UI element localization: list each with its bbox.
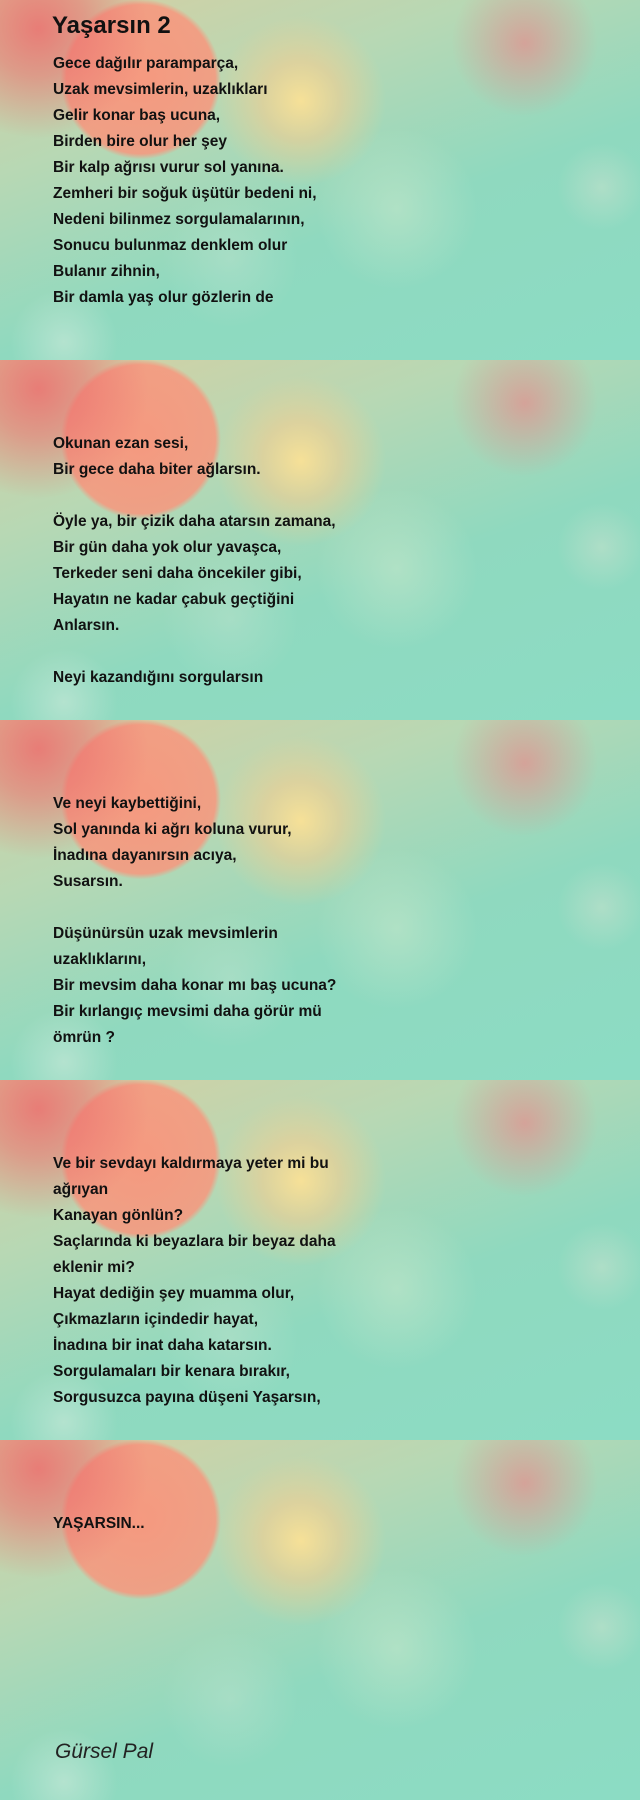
- poem-line: Neyi kazandığını sorgularsın: [53, 669, 264, 686]
- poem-line: Sorgusuzca payına düşeni Yaşarsın,: [53, 1389, 321, 1406]
- poem-line: Uzak mevsimlerin, uzaklıkları: [53, 81, 268, 98]
- poem-line: Gelir konar baş ucuna,: [53, 107, 221, 124]
- poem-line: Zemheri bir soğuk üşütür bedeni ni,: [53, 185, 317, 202]
- poem-line: ağrıyan: [53, 1181, 109, 1198]
- poem-line: Bir kırlangıç mevsimi daha görür mü: [53, 1003, 322, 1020]
- stanza-4: [53, 1125, 353, 1411]
- blank-line: [53, 1125, 353, 1151]
- poem-line: Bir gece daha biter ağlarsın.: [53, 461, 261, 478]
- stanza-5: [53, 1485, 353, 1537]
- poem-panel-4: [0, 1080, 640, 1440]
- poem-line: Anlarsın.: [53, 617, 120, 634]
- poem-line: Birden bire olur her şey: [53, 133, 227, 150]
- poem-panel-1: [0, 0, 640, 360]
- poem-line: Öyle ya, bir çizik daha atarsın zamana,: [53, 513, 336, 530]
- poem-line: Susarsın.: [53, 873, 123, 890]
- stanza-3: [53, 765, 353, 1051]
- poem-line: Ve neyi kaybettiğini,: [53, 795, 202, 812]
- poem-line: Sonucu bulunmaz denklem olur: [53, 237, 288, 254]
- poem-line: Terkeder seni daha öncekiler gibi,: [53, 565, 302, 582]
- poem-line: Çıkmazların içindedir hayat,: [53, 1311, 259, 1328]
- poem-line: Bir damla yaş olur gözlerin de: [53, 289, 274, 306]
- poem-line: ömrün ?: [53, 1029, 115, 1046]
- blank-line: [53, 895, 353, 921]
- poem-line: uzaklıklarını,: [53, 951, 147, 968]
- poem-line: Saçlarında ki beyazlara bir beyaz daha: [53, 1233, 336, 1250]
- blank-line: [53, 1485, 353, 1511]
- blank-line: [53, 765, 353, 791]
- poem-line: Sol yanında ki ağrı koluna vurur,: [53, 821, 292, 838]
- poem-line: eklenir mi?: [53, 1259, 135, 1276]
- poem-panel-3: [0, 720, 640, 1080]
- poem-title: Yaşarsın 2: [52, 12, 171, 39]
- stanza-1: [53, 51, 353, 311]
- poem-line: İnadına bir inat daha katarsın.: [53, 1337, 272, 1354]
- poem-line: Bir kalp ağrısı vurur sol yanına.: [53, 159, 284, 176]
- poem-line: İnadına dayanırsın acıya,: [53, 847, 237, 864]
- poem-line: Okunan ezan sesi,: [53, 435, 189, 452]
- author-signature: Gürsel Pal: [55, 1740, 154, 1763]
- poem-line: Sorgulamaları bir kenara bırakır,: [53, 1363, 290, 1380]
- poem-line: Bir mevsim daha konar mı baş ucuna?: [53, 977, 337, 994]
- blank-line: [53, 483, 353, 509]
- stanza-2: [53, 405, 353, 691]
- poem-line: Ve bir sevdayı kaldırmaya yeter mi bu: [53, 1155, 329, 1172]
- poem-panel-2: [0, 360, 640, 720]
- poem-line: Düşünürsün uzak mevsimlerin: [53, 925, 278, 942]
- poem-line: Kanayan gönlün?: [53, 1207, 184, 1224]
- poem-line: Hayatın ne kadar çabuk geçtiğini: [53, 591, 295, 608]
- poem-line: Gece dağılır paramparça,: [53, 55, 239, 72]
- poem-line: YAŞARSIN...: [53, 1515, 145, 1532]
- blank-line: [53, 405, 353, 431]
- poem-line: Bir gün daha yok olur yavaşca,: [53, 539, 282, 556]
- blank-line: [53, 639, 353, 665]
- poem-line: Hayat dediğin şey muamma olur,: [53, 1285, 295, 1302]
- poem-line: Bulanır zihnin,: [53, 263, 160, 280]
- poem-panel-5: [0, 1440, 640, 1800]
- poem-line: Nedeni bilinmez sorgulamalarının,: [53, 211, 305, 228]
